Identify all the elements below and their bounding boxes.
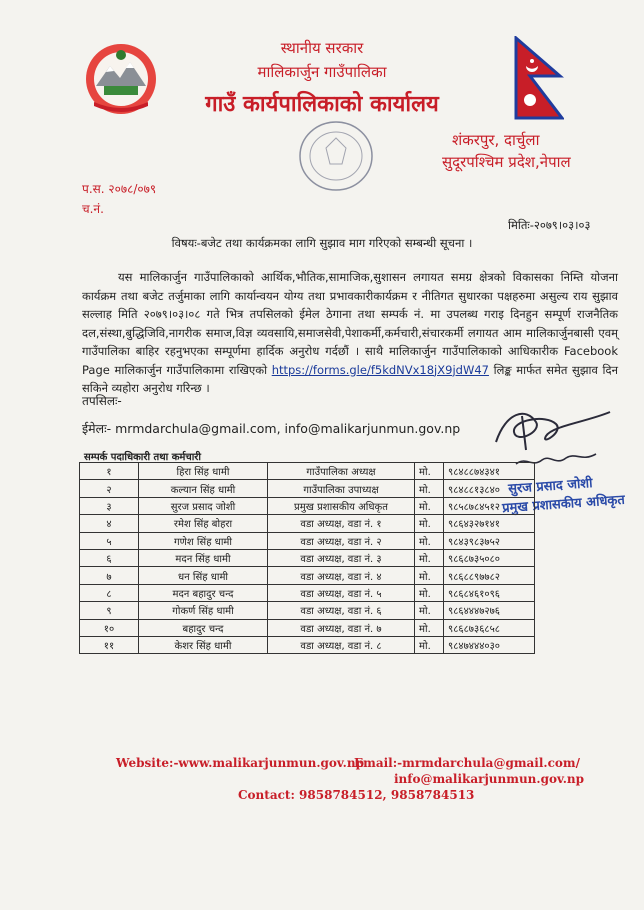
letter-subject: विषयः-बजेट तथा कार्यक्रमका लागि सुझाव माग गरिएको सम्बन्धी सूचना । [171, 236, 473, 250]
footer-website: Website:-www.malikarjunmun.gov.np [116, 756, 364, 770]
mobile-number: ९८४३९८३७५२ [444, 532, 535, 549]
row-number: २ [80, 480, 139, 497]
table-row [80, 497, 535, 514]
mobile-number: ९८६४४४७२७६ [444, 602, 535, 619]
mobile-label: मो. [415, 619, 444, 636]
row-number: ९ [80, 602, 139, 619]
table-row [80, 584, 535, 601]
signatory-name: सुरज प्रसाद जोशी [507, 476, 594, 497]
table-row [80, 532, 535, 549]
row-number: ५ [80, 532, 139, 549]
google-form-link[interactable]: https://forms.gle/f5kdNVx18jX9jdW47 [271, 362, 489, 377]
contacts-table-title: सम्पर्क पदाधिकारी तथा कर्मचारी [84, 452, 201, 463]
header-place: शंकरपुर, दार्चुला [452, 131, 540, 149]
body-paragraph-end: लिङ्क मार्फत समेत सुझाव दिन सकिने व्यहोरा अनुरोध गरिन्छ । [82, 362, 618, 395]
table-row [80, 567, 535, 584]
contact-position: प्रमुख प्रशासकीय अधिकृत [268, 497, 415, 514]
signatory-title: प्रमुख प्रशासकीय अधिकृत [501, 492, 626, 517]
contact-name: कल्यान सिंह धामी [139, 480, 268, 497]
email-addresses: ईमेलः- mrmdarchula@gmail.com, info@malikarjunmun.gov.np [82, 421, 461, 436]
row-number: १ [80, 463, 139, 480]
mobile-number: ९८६८४६१०९६ [444, 584, 535, 601]
mobile-number: ९८४७४४४०३० [444, 636, 535, 653]
row-number: ११ [80, 636, 139, 653]
mobile-label: मो. [415, 515, 444, 532]
row-number: ६ [80, 549, 139, 566]
contact-name: हिरा सिंह धामी [139, 463, 268, 480]
contact-name: मदन बहादुर चन्द [139, 584, 268, 601]
contact-name: धन सिंह धामी [139, 567, 268, 584]
table-row [80, 602, 535, 619]
contact-position: वडा अध्यक्ष, वडा नं. ७ [268, 619, 415, 636]
contact-position: गाउँपालिका उपाध्यक्ष [268, 480, 415, 497]
row-number: ४ [80, 515, 139, 532]
mobile-label: मो. [415, 602, 444, 619]
row-number: ८ [80, 584, 139, 601]
mobile-label: मो. [415, 567, 444, 584]
contact-name: सुरज प्रसाद जोशी [139, 497, 268, 514]
row-number: १० [80, 619, 139, 636]
mobile-number: ९८६८७३५०८० [444, 549, 535, 566]
table-row [80, 463, 535, 480]
header-local-government: स्थानीय सरकार [280, 39, 364, 57]
body-paragraph: यस मालिकार्जुन गाउँपालिकाको आर्थिक,भौतिक,सामाजिक,सुशासन लगायत समग्र क्षेत्रको विकासका निम्ति योजना कार्यक्रम तथा बजेट तर्जुमाका लागि कार्यान्वयन योग्य तथा प्रभावकारीकार्यक्रम र नीतिगत सुधारका पक्षहरुमा असुल्य राय सुझाव सल्लाह मिति २०७९।०३।०८ गते भित्र तपसिलको ईमेल ठेगाना तथा सम्पर्क नं. मा उपलब्ध गराइ दिनहुन सम्पूर्ण राजनैतिक दल,संस्था,बुद्धिजिवि,नागरीक समाज,विज्ञ व्यवसायि,समाजसेवी,पेशाकर्मी,कर्मचारी,संचारकर्मी लगायत आम मालिकार्जुनबासी एवम् गाउँपालिका बाहिर रहनुभएका सम्पूर्णमा हार्दिक अनुरोध गर्दछौं । साथै मालिकार्जुन गाउँपालिकाको आधिकारीक Facebook Page मालिकार्जुन गाउँपालिकामा राखिएको [82, 270, 618, 377]
footer-contact: Contact: 9858784512, 9858784513 [238, 788, 475, 802]
contact-position: वडा अध्यक्ष, वडा नं. ४ [268, 567, 415, 584]
mobile-number: ९८४८८१३८४० [444, 480, 535, 497]
mobile-label: मो. [415, 480, 444, 497]
table-row [80, 515, 535, 532]
contacts-table [79, 462, 535, 654]
contact-name: गणेश सिंह धामी [139, 532, 268, 549]
mobile-label: मो. [415, 584, 444, 601]
contact-position: वडा अध्यक्ष, वडा नं. २ [268, 532, 415, 549]
contact-position: वडा अध्यक्ष, वडा नं. १ [268, 515, 415, 532]
contact-name: गोकर्ण सिंह धामी [139, 602, 268, 619]
table-row [80, 636, 535, 653]
mobile-number: ९८५८७८४५१२ [444, 497, 535, 514]
table-row [80, 549, 535, 566]
details-label: तपसिलः- [82, 394, 122, 408]
mobile-number: ९८४८८७४३४१ [444, 463, 535, 480]
contact-position: वडा अध्यक्ष, वडा नं. ३ [268, 549, 415, 566]
header-office-name: गाउँ कार्यपालिकाको कार्यालय [205, 92, 439, 117]
mobile-label: मो. [415, 497, 444, 514]
contact-position: गाउँपालिका अध्यक्ष [268, 463, 415, 480]
mobile-number: ९८६८८९७७८२ [444, 567, 535, 584]
row-number: ७ [80, 567, 139, 584]
mobile-label: मो. [415, 636, 444, 653]
contact-position: वडा अध्यक्ष, वडा नं. ५ [268, 584, 415, 601]
contact-position: वडा अध्यक्ष, वडा नं. ६ [268, 602, 415, 619]
footer-email-1: Email:-mrmdarchula@gmail.com/ [354, 756, 580, 770]
letter-date: मितिः-२०७९।०३।०३ [508, 218, 591, 232]
contact-name: बहादुर चन्द [139, 619, 268, 636]
reference-number: प.स. २०७८/०७९ [82, 182, 157, 196]
office-seal-stamp [296, 118, 380, 196]
table-row [80, 480, 535, 497]
header-municipality-name: मालिकार्जुन गाउँपालिका [257, 63, 387, 81]
mobile-number: ९८६४३२७१४१ [444, 515, 535, 532]
contact-name: रमेश सिंह बोहरा [139, 515, 268, 532]
row-number: ३ [80, 497, 139, 514]
mobile-label: मो. [415, 463, 444, 480]
contact-name: मदन सिंह धामी [139, 549, 268, 566]
contact-position: वडा अध्यक्ष, वडा नं. ८ [268, 636, 415, 653]
contact-name: केशर सिंह धामी [139, 636, 268, 653]
footer-email-2: info@malikarjunmun.gov.np [394, 772, 585, 786]
letter-body [82, 268, 618, 398]
mobile-label: मो. [415, 532, 444, 549]
dispatch-number: च.नं. [82, 202, 104, 216]
mobile-label: मो. [415, 549, 444, 566]
table-row [80, 619, 535, 636]
mobile-number: ९८६८७३६८५८ [444, 619, 535, 636]
header-province: सुदूरपश्चिम प्रदेश,नेपाल [442, 153, 571, 171]
